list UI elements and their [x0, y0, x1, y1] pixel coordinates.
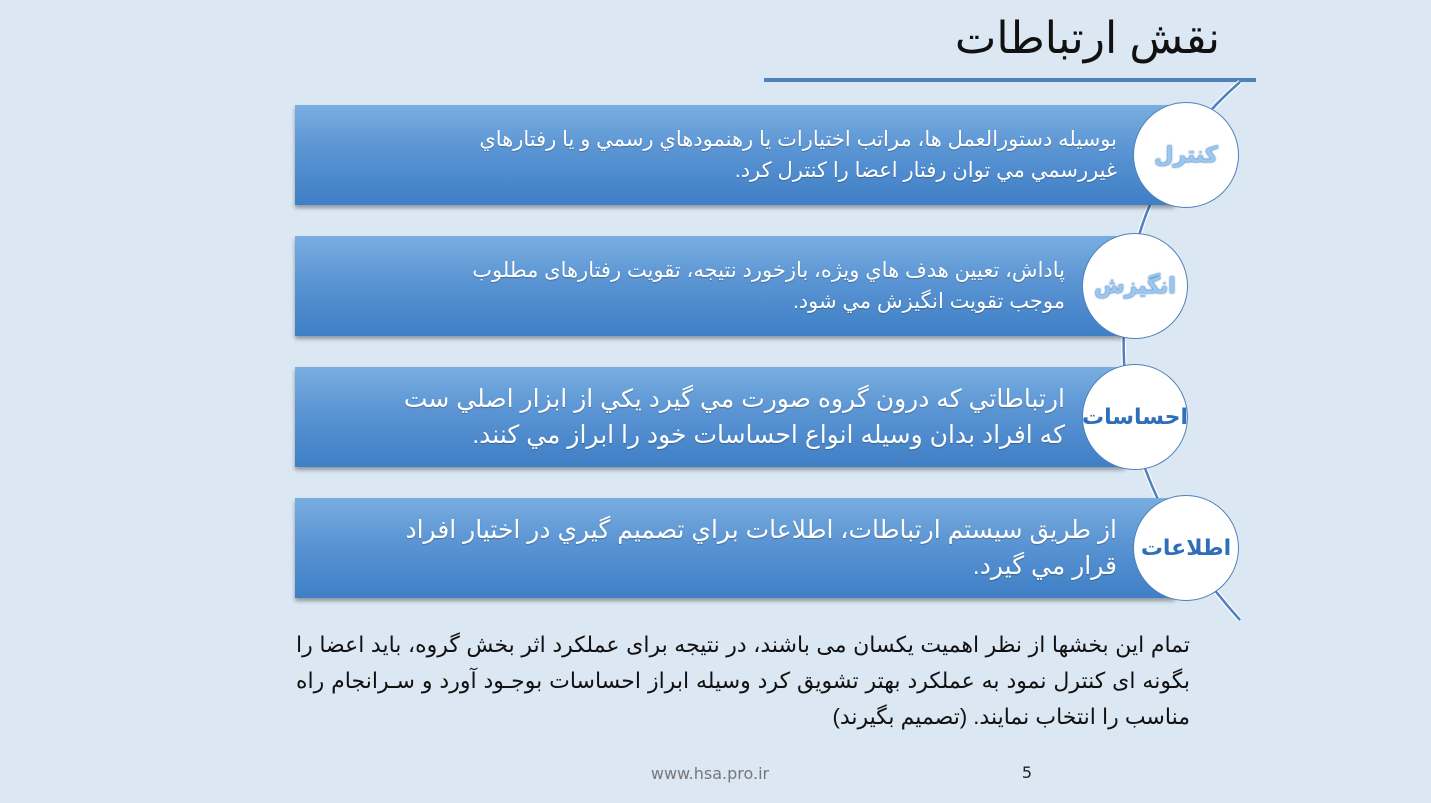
item-text-control: بوسيله دستورالعمل ها، مراتب اختيارات يا رهنمودهاي رسمي و يا رفتارهاي غيررسمي مي توان رفتار اعضا را کنترل کرد.: [479, 128, 1117, 182]
item-label-circle-emotions: [1082, 364, 1188, 470]
item-text-information: از طريق سيستم ارتباطات، اطلاعات براي تصميم گيري در اختيار افراد قرار مي گيرد.: [405, 516, 1117, 580]
item-label-circle-information: [1133, 495, 1239, 601]
item-label-control: کنترل: [1154, 142, 1218, 167]
item-label-information: اطلاعات: [1140, 535, 1232, 560]
item-label-circle-control: [1133, 102, 1239, 208]
item-label-circle-motivation: [1082, 233, 1188, 339]
item-label-motivation: انگيزش: [1094, 273, 1176, 298]
item-text-emotions: ارتباطاتي که درون گروه صورت مي گيرد يکي از ابزار اصلي ست که افراد بدان وسيله انواع احساسات خود را ابراز مي کنند.: [403, 385, 1065, 449]
slide-title: نقش ارتباطات: [954, 14, 1220, 63]
item-text-motivation: پاداش، تعيين هدف هاي ويژه، بازخورد نتيجه، تقويت رفتارهای مطلوب موجب تقويت انگيزش مي شود.: [472, 259, 1065, 313]
item-box-motivation: [295, 236, 1125, 336]
summary-paragraph: تمام این بخشها از نظر اهمیت یکسان می باشند، در نتیجه برای عملکرد اثر بخش گروه، باید اعضا را بگونه ای کنترل نمود به عملکرد بهتر تشویق کرد وسیله ابراز احساسات بوجـود آورد و سـرانجام راه مناسب را انتخاب نمایند. (تصمیم بگیرند): [296, 632, 1190, 729]
title-underline: [764, 78, 1256, 82]
item-box-information: [295, 498, 1175, 598]
footer-url: www.hsa.pro.ir: [650, 764, 770, 783]
item-label-emotions: احساسات: [1081, 404, 1189, 429]
page-number: 5: [1021, 763, 1033, 782]
item-box-control: [295, 105, 1175, 205]
item-box-emotions: [295, 367, 1125, 467]
